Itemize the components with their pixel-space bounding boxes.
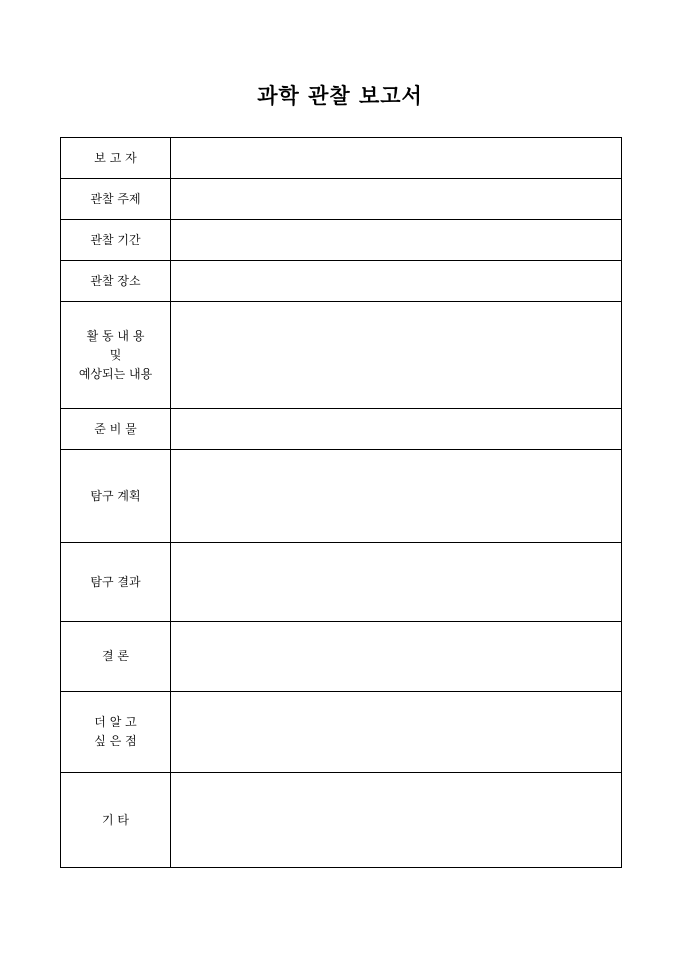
row-conclusion bbox=[61, 622, 622, 692]
materials-label: 준 비 물 bbox=[61, 409, 171, 450]
other-field[interactable] bbox=[171, 773, 622, 868]
row-other bbox=[61, 773, 622, 868]
reporter-field[interactable] bbox=[171, 138, 622, 179]
row-activity-content bbox=[61, 302, 622, 409]
row-further-questions bbox=[61, 692, 622, 773]
materials-field[interactable] bbox=[171, 409, 622, 450]
row-reporter bbox=[61, 138, 622, 179]
inquiry-plan-label: 탐구 계획 bbox=[61, 450, 171, 543]
activity-content-field[interactable] bbox=[171, 302, 622, 409]
activity-content-label: 활 동 내 용 및 예상되는 내용 bbox=[61, 302, 171, 409]
report-title: 과학 관찰 보고서 bbox=[257, 83, 423, 108]
inquiry-result-field[interactable] bbox=[171, 543, 622, 622]
observation-period-field[interactable] bbox=[171, 220, 622, 261]
row-inquiry-result bbox=[61, 543, 622, 622]
row-observation-topic bbox=[61, 179, 622, 220]
observation-topic-label: 관찰 주제 bbox=[61, 179, 171, 220]
row-observation-period bbox=[61, 220, 622, 261]
observation-place-field[interactable] bbox=[171, 261, 622, 302]
conclusion-field[interactable] bbox=[171, 622, 622, 692]
further-questions-label: 더 알 고 싶 은 점 bbox=[61, 692, 171, 773]
row-inquiry-plan bbox=[61, 450, 622, 543]
further-questions-field[interactable] bbox=[171, 692, 622, 773]
observation-period-label: 관찰 기간 bbox=[61, 220, 171, 261]
inquiry-plan-field[interactable] bbox=[171, 450, 622, 543]
report-form-table bbox=[60, 137, 622, 868]
conclusion-label: 결 론 bbox=[61, 622, 171, 692]
inquiry-result-label: 탐구 결과 bbox=[61, 543, 171, 622]
row-observation-place bbox=[61, 261, 622, 302]
row-materials bbox=[61, 409, 622, 450]
observation-topic-field[interactable] bbox=[171, 179, 622, 220]
observation-place-label: 관찰 장소 bbox=[61, 261, 171, 302]
reporter-label: 보 고 자 bbox=[61, 138, 171, 179]
other-label: 기 타 bbox=[61, 773, 171, 868]
